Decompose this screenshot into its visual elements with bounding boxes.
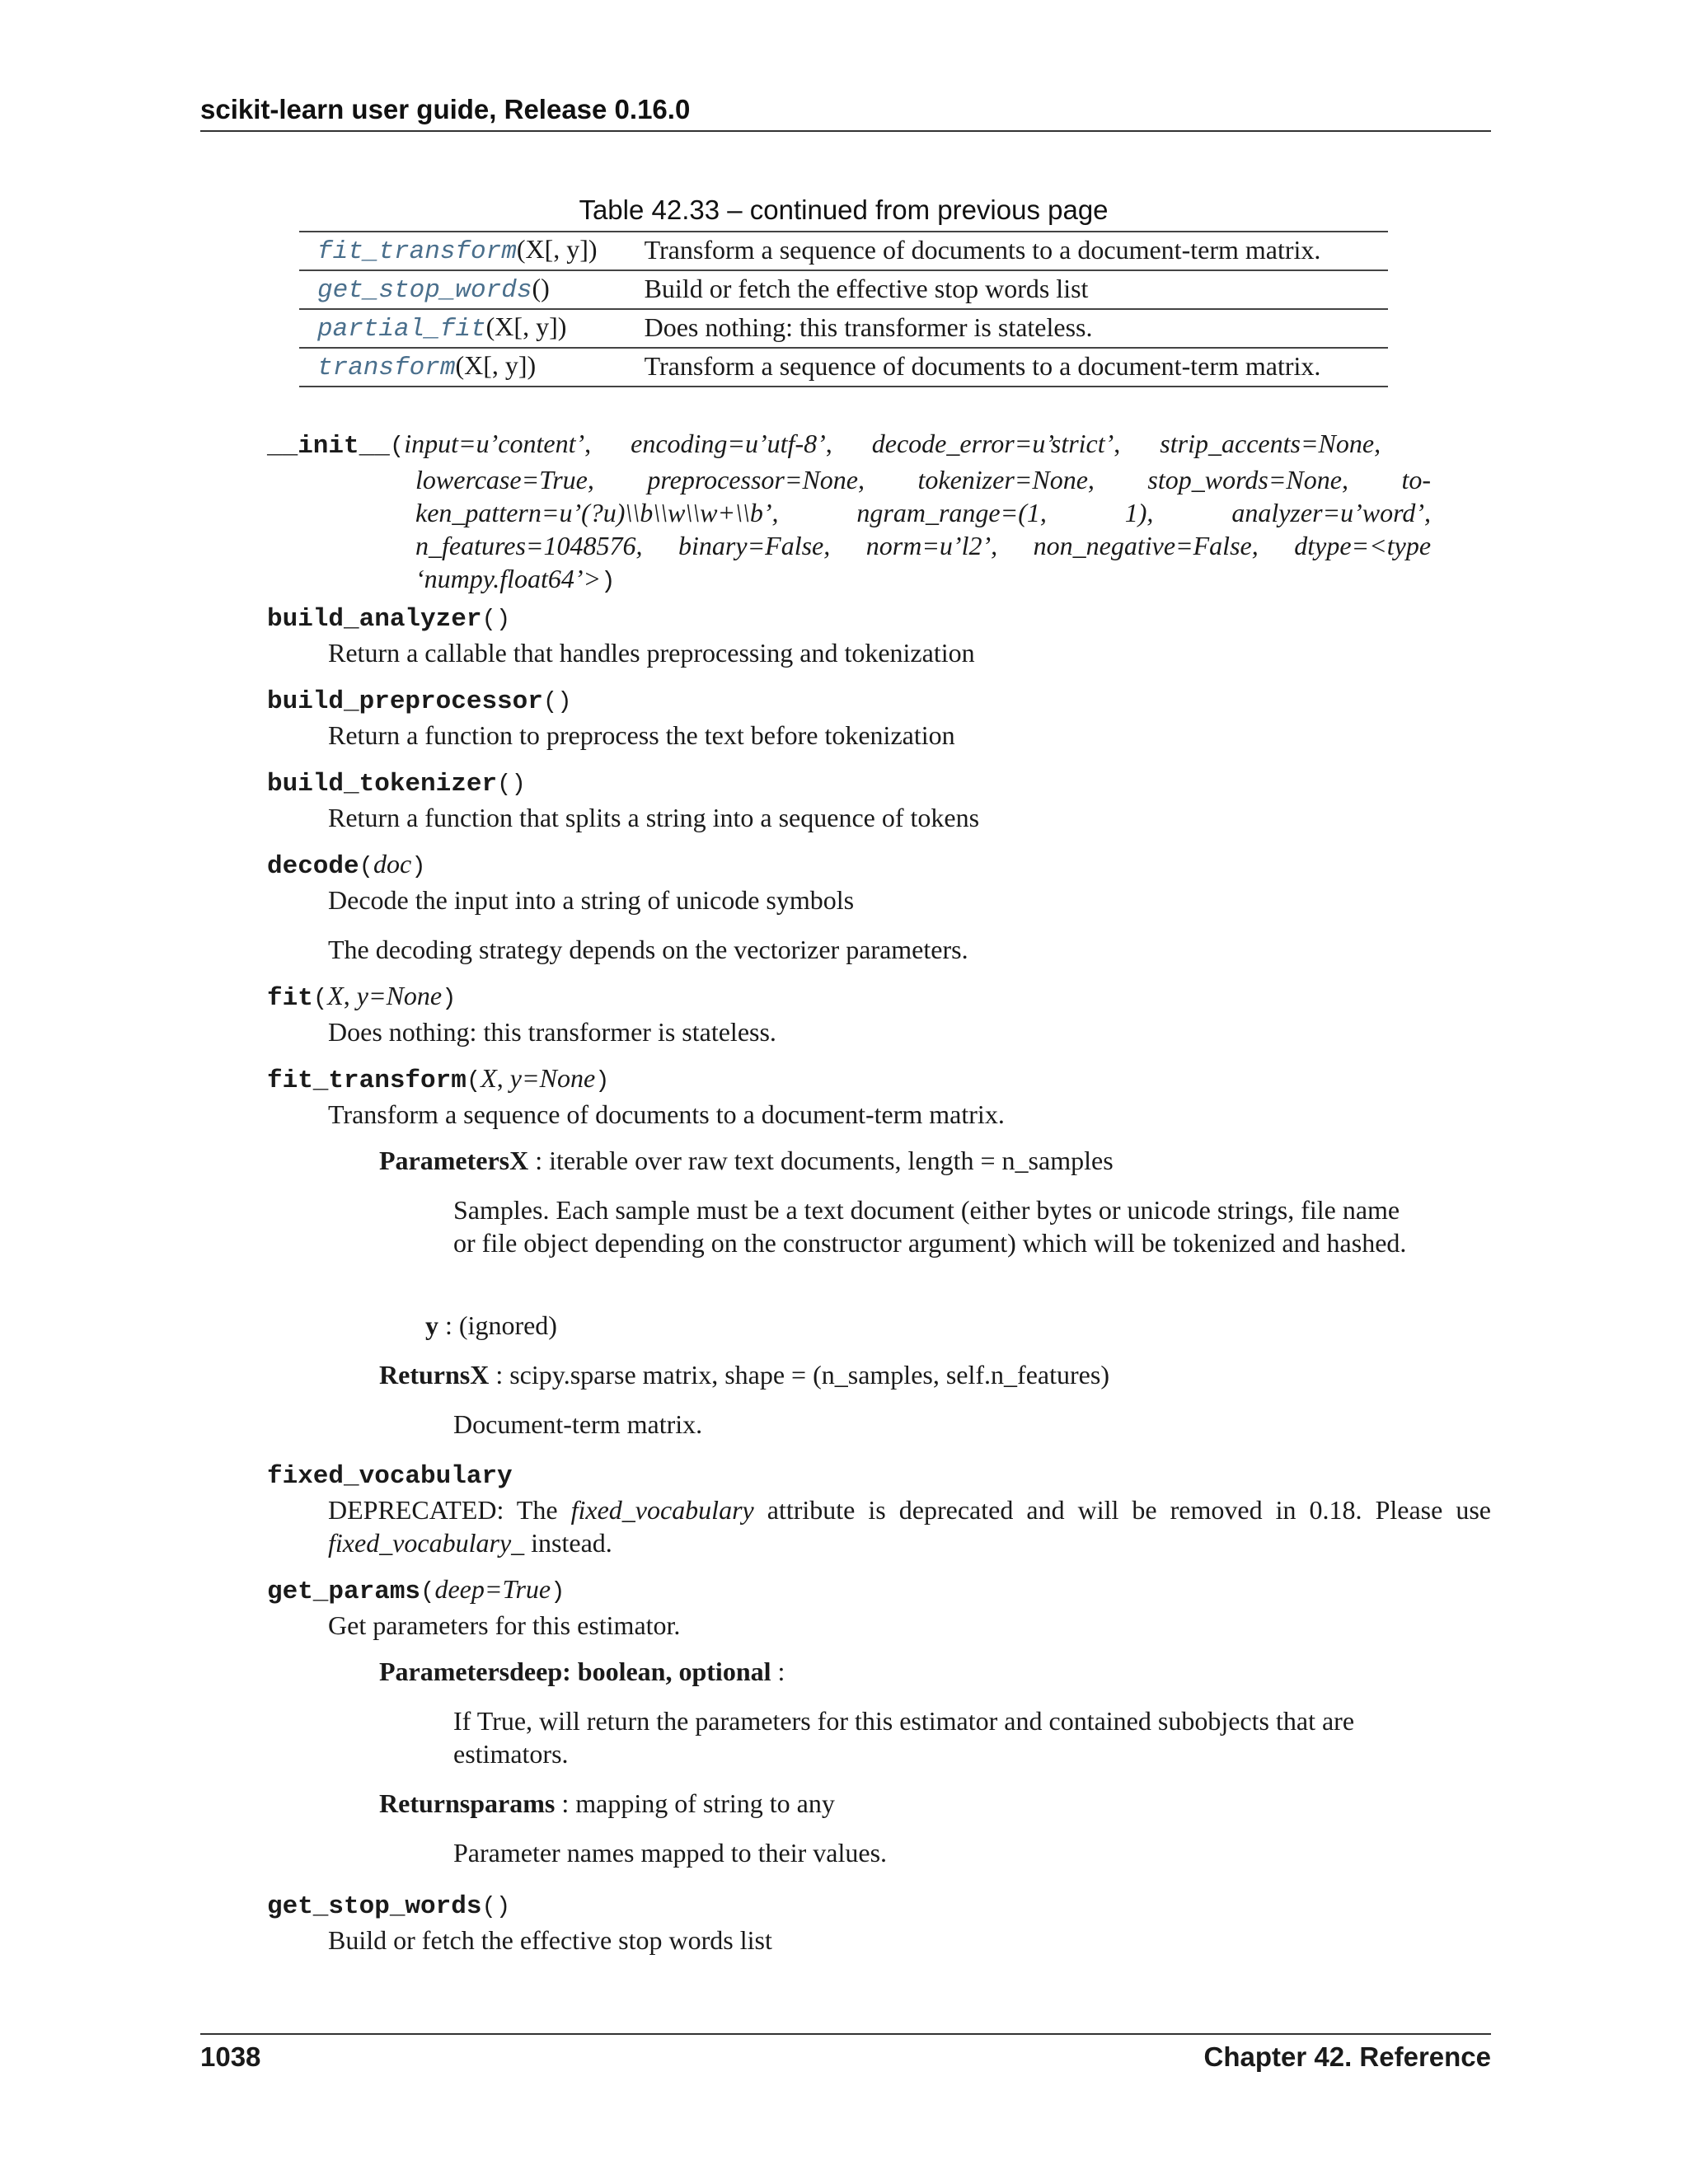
- init-param: strip_accents=None,: [1160, 429, 1381, 458]
- init-param: ken_pattern=u’(?u)\\b\\w\\w+\\b’,: [415, 498, 779, 527]
- init-param: decode_error=u’strict’: [871, 429, 1114, 458]
- method-description: Get parameters for this estimator.: [328, 1610, 681, 1640]
- method-name: get_stop_words: [267, 1892, 482, 1921]
- method-description: Decode the input into a string of unicode symbols: [328, 885, 855, 915]
- method-arg: X: [481, 1063, 497, 1093]
- method-description: Return a function to preprocess the text before tokenization: [328, 720, 955, 750]
- init-params-line: [415, 529, 1431, 562]
- method-link[interactable]: fit_transform: [317, 237, 517, 266]
- method-link[interactable]: transform: [317, 354, 456, 382]
- params-field: [379, 1144, 1114, 1177]
- init-param: analyzer=u’word’,: [1231, 498, 1432, 527]
- method-name: build_preprocessor: [267, 687, 543, 716]
- params-type: :: [771, 1657, 785, 1686]
- method-name: build_analyzer: [267, 605, 482, 634]
- table-row: [299, 348, 1388, 387]
- method-name: fit: [267, 984, 313, 1013]
- attribute-name: fixed_vocabulary: [267, 1462, 513, 1491]
- method-cell: [299, 232, 626, 270]
- returns-type: : mapping of string to any: [555, 1788, 835, 1818]
- method-fit-transform: fit_transform(X, y=None) Transform a sequence of documents to a document-term matrix.: [267, 1062, 1491, 1131]
- methods-table: [299, 231, 1388, 387]
- params-label: ParametersX: [379, 1146, 529, 1175]
- method-args: (X[, y]): [485, 312, 567, 341]
- method-note: The decoding strategy depends on the vectorizer parameters.: [328, 935, 968, 964]
- init-param: n_features=1048576,: [415, 531, 643, 560]
- chapter-title: Chapter 42. Reference: [1203, 2041, 1491, 2072]
- method-cell: [299, 309, 626, 348]
- method-decode: decode(doc) Decode the input into a string of unicode symbols The decoding strategy depends on the vectorizer parameters.: [267, 847, 1491, 966]
- init-param: to-: [1401, 465, 1432, 494]
- method-fit: fit(X, y=None) Does nothing: this transformer is stateless.: [267, 979, 1491, 1048]
- method-name: get_params: [267, 1577, 421, 1606]
- y-field: [425, 1309, 557, 1342]
- method-arg: deep=True: [434, 1574, 551, 1604]
- init-param: ngram_range=(1,: [856, 498, 1047, 527]
- method-arg: y=None: [509, 1063, 596, 1093]
- init-param: binary=False,: [678, 531, 831, 560]
- init-param: non_negative=False,: [1033, 531, 1259, 560]
- returns-label: Returnsparams: [379, 1788, 556, 1818]
- method-arg: X: [327, 981, 344, 1010]
- init-param: lowercase=True,: [415, 465, 594, 494]
- params-type: : iterable over raw text documents, length = n_samples: [528, 1146, 1114, 1175]
- method-cell: [299, 270, 626, 309]
- init-params-line: [415, 496, 1431, 529]
- footer-rule: [200, 2033, 1491, 2035]
- method-name: build_tokenizer: [267, 770, 498, 799]
- init-params-line: [415, 463, 1431, 496]
- header-title: scikit-learn user guide, Release 0.16.0: [200, 94, 691, 124]
- method-link[interactable]: get_stop_words: [317, 276, 532, 305]
- table-caption: Table 42.33 – continued from previous page: [579, 194, 1109, 225]
- description-cell: Transform a sequence of documents to a document-term matrix.: [626, 348, 1388, 387]
- init-param: dtype=<type: [1294, 531, 1432, 560]
- params-body: If True, will return the parameters for this estimator and contained subobjects that are estimators.: [453, 1706, 1355, 1769]
- returns-field: [379, 1358, 1109, 1391]
- method-get-stop-words: get_stop_words() Build or fetch the effective stop words list: [267, 1887, 1491, 1957]
- page-number: 1038: [200, 2041, 261, 2072]
- returns-body: Parameter names mapped to their values.: [453, 1838, 888, 1868]
- method-build-analyzer: build_analyzer() Return a callable that handles preprocessing and tokenization: [267, 600, 1491, 669]
- returns-field: [379, 1787, 835, 1820]
- method-cell: [299, 348, 626, 387]
- init-param: preprocessor=None,: [647, 465, 865, 494]
- params-field: [379, 1655, 785, 1688]
- method-build-preprocessor: build_preprocessor() Return a function to preprocess the text before tokenization: [267, 682, 1491, 752]
- description-cell: Transform a sequence of documents to a document-term matrix.: [626, 232, 1388, 270]
- description-cell: Does nothing: this transformer is stateless.: [626, 309, 1388, 348]
- params-body: Samples. Each sample must be a text document (either bytes or unicode strings, file name or file object depending on the constructor argument) which will be tokenized and hashed.: [453, 1195, 1407, 1258]
- attribute-fixed-vocabulary: [267, 1457, 1491, 1559]
- method-args: (): [532, 273, 550, 302]
- table-row: [299, 309, 1388, 348]
- method-name: decode: [267, 852, 359, 881]
- method-description: Transform a sequence of documents to a document-term matrix.: [328, 1099, 1005, 1129]
- returns-body: Document-term matrix.: [453, 1409, 703, 1439]
- method-description: Return a callable that handles preprocessing and tokenization: [328, 638, 975, 668]
- method-get-params: get_params(deep=True) Get parameters for this estimator.: [267, 1572, 1491, 1642]
- returns-type: : scipy.sparse matrix, shape = (n_samples, self.n_features): [489, 1360, 1109, 1390]
- y-label: y: [425, 1310, 438, 1340]
- init-param: stop_words=None,: [1147, 465, 1348, 494]
- init-param: 1),: [1124, 498, 1154, 527]
- init-param: tokenizer=None,: [917, 465, 1095, 494]
- method-description: Return a function that splits a string into a sequence of tokens: [328, 803, 980, 832]
- init-params-line: ‘numpy.float64’>): [415, 564, 616, 595]
- method-build-tokenizer: build_tokenizer() Return a function that splits a string into a sequence of tokens: [267, 765, 1491, 834]
- attribute-description: DEPRECATED: The fixed_vocabulary attribute is deprecated and will be removed in 0.18. Please use fixed_vocabulary_ instead.: [328, 1495, 1492, 1558]
- init-name: __init__: [267, 432, 390, 461]
- method-arg: y=None: [356, 981, 443, 1010]
- init-param: ‘numpy.float64’>: [415, 564, 602, 593]
- init-param: encoding=u’utf-8’: [631, 429, 826, 458]
- params-label: Parametersdeep: boolean, optional: [379, 1657, 771, 1686]
- init-param: input=u’content’: [404, 429, 585, 458]
- method-args: (X[, y]): [455, 350, 537, 380]
- y-type: : (ignored): [438, 1310, 557, 1340]
- running-header: [200, 92, 1491, 132]
- init-signature: __init__(input=u’content’, encoding=u’utf-8’, decode_error=u’strict’, strip_accents=None, lowercase=True, preprocessor=None, tokenizer=None, stop_words=None, to- ken_pattern=u’(?u)\\b\\w\\w+\\b’, ngram_range=(1, 1), analyzer=u’word’, n_features=1048576, binary=False, norm=u’l2’, non_negative=False, dtype=<type ‘numpy.float64’>): [267, 427, 1431, 598]
- method-link[interactable]: partial_fit: [317, 315, 486, 344]
- method-description: Build or fetch the effective stop words list: [328, 1925, 772, 1955]
- method-arg: doc: [373, 849, 412, 879]
- table-row: [299, 232, 1388, 270]
- method-description: Does nothing: this transformer is stateless.: [328, 1017, 776, 1047]
- returns-label: ReturnsX: [379, 1360, 490, 1390]
- method-name: fit_transform: [267, 1066, 467, 1095]
- init-param: norm=u’l2’,: [865, 531, 998, 560]
- method-args: (X[, y]): [516, 234, 598, 264]
- description-cell: Build or fetch the effective stop words list: [626, 270, 1388, 309]
- table-row: [299, 270, 1388, 309]
